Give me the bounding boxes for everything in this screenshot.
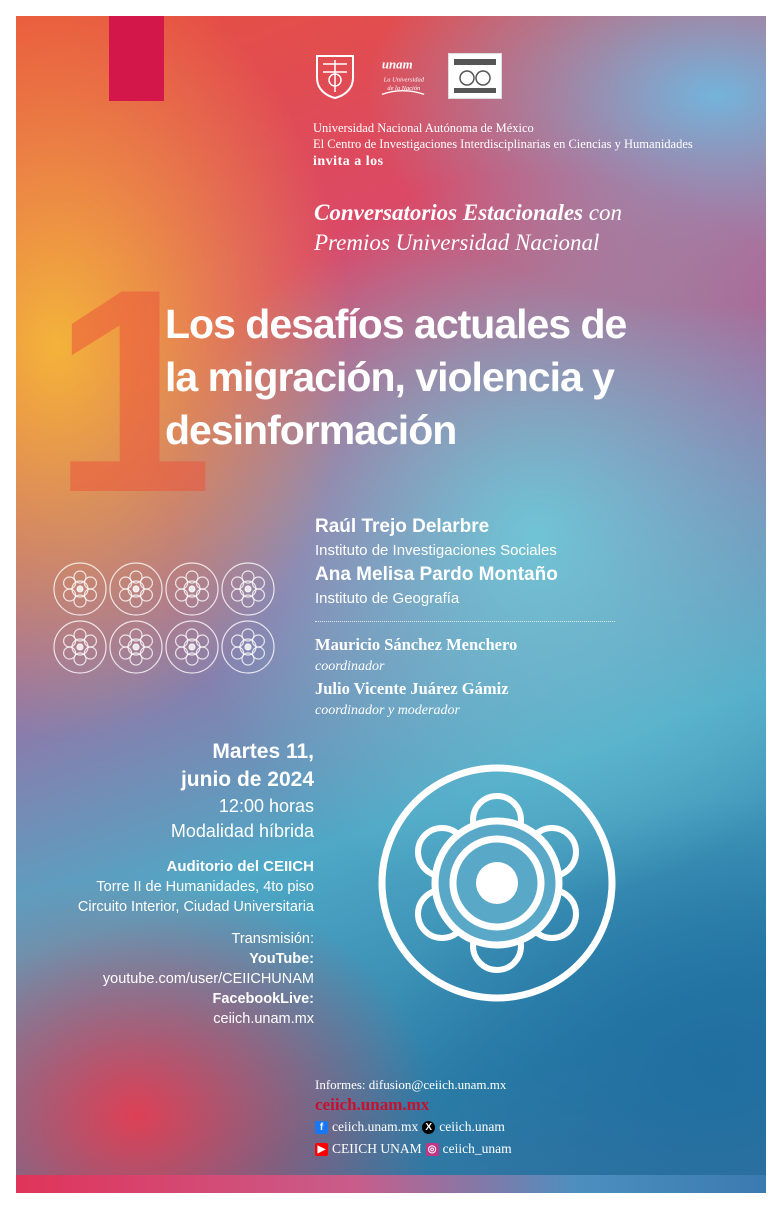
event-poster: [16, 16, 766, 1193]
unam-brand-text: unam: [381, 57, 413, 72]
small-flower-icon: [54, 621, 106, 673]
venue-name: Auditorio del CEIICH: [166, 858, 314, 875]
event-title: [165, 298, 725, 457]
small-flower-icon: [222, 563, 274, 615]
session-number: 1: [52, 229, 204, 553]
event-time: 12:00 horas: [218, 796, 314, 816]
venue-address: Circuito Interior, Ciudad Universitaria: [77, 899, 314, 915]
contact-block: [315, 1076, 512, 1160]
venue-address: Torre II de Humanidades, 4to piso: [96, 879, 314, 895]
social-row: [315, 1138, 512, 1160]
website-link[interactable]: ceiich.unam.mx: [315, 1095, 430, 1114]
small-flower-icon: [166, 563, 218, 615]
speaker-name: Raúl Trejo Delarbre: [315, 516, 490, 537]
title-line: la migración, violencia y: [165, 354, 614, 400]
small-flower-icon: [166, 621, 218, 673]
x-handle[interactable]: ceiich.unam: [439, 1119, 505, 1134]
unam-slogan-line1: La Universidad: [383, 76, 424, 84]
large-flower-emblem: [374, 760, 620, 1006]
speaker-institution: Instituto de Investigaciones Sociales: [315, 542, 557, 559]
coordinators-list: [315, 633, 517, 721]
social-row: [315, 1116, 512, 1138]
unam-seal-logo: [312, 52, 358, 100]
transmission-block: [78, 929, 314, 1029]
small-flower-pattern: [52, 561, 282, 679]
unam-slogan-line2: de la Nación: [387, 84, 421, 92]
instagram-handle[interactable]: ceiich_unam: [442, 1141, 512, 1156]
small-flower-icon: [110, 621, 162, 673]
speaker-name: Ana Melisa Pardo Montaño: [315, 564, 558, 585]
center-name: El Centro de Investigaciones Interdisciplinarias en Ciencias y Humanidades: [313, 137, 693, 151]
facebook-icon: f: [315, 1121, 328, 1134]
ceiich-logo: [448, 53, 502, 99]
title-line: Los desafíos actuales de: [165, 301, 627, 347]
invite-text: invita a los: [313, 154, 384, 169]
venue-block: [78, 856, 314, 917]
event-date-line: junio de 2024: [180, 768, 314, 791]
facebook-live-label: FacebookLive:: [212, 991, 314, 1007]
coordinator-role: coordinador: [315, 659, 385, 674]
facebook-live-link[interactable]: ceiich.unam.mx: [213, 1011, 314, 1027]
series-connector: con: [588, 200, 622, 225]
bottom-gradient-bar: [16, 1175, 766, 1193]
institution-header: [313, 120, 693, 170]
x-icon: X: [422, 1121, 435, 1134]
youtube-handle[interactable]: CEIICH UNAM: [332, 1141, 422, 1156]
dotted-divider: [315, 621, 615, 622]
red-accent-tab: [109, 16, 164, 101]
series-name: Conversatorios Estacionales: [314, 200, 584, 225]
small-flower-icon: [222, 621, 274, 673]
youtube-link[interactable]: youtube.com/user/CEIICHUNAM: [102, 971, 314, 987]
event-date-line: Martes 11,: [212, 740, 314, 763]
coordinator-name: Mauricio Sánchez Menchero: [315, 635, 518, 654]
event-mode: Modalidad híbrida: [170, 821, 314, 841]
logo-row: [312, 52, 502, 100]
transmission-label: Transmisión:: [231, 931, 314, 947]
facebook-handle[interactable]: ceiich.unam.mx: [332, 1119, 419, 1134]
informes-email[interactable]: Informes: difusion@ceiich.unam.mx: [315, 1077, 507, 1092]
series-subtitle: Premios Universidad Nacional: [314, 230, 600, 255]
title-line: desinformación: [165, 407, 457, 453]
youtube-icon: ▶: [315, 1143, 328, 1156]
small-flower-icon: [54, 563, 106, 615]
instagram-icon: ◎: [426, 1143, 439, 1156]
coordinator-role: coordinador y moderador: [315, 703, 460, 718]
series-title: [314, 198, 622, 258]
coordinator-name: Julio Vicente Juárez Gámiz: [315, 679, 509, 698]
youtube-label: YouTube:: [249, 951, 314, 967]
unam-slogan-logo: [380, 52, 426, 100]
small-flower-icon: [110, 563, 162, 615]
speakers-list: [315, 514, 615, 610]
event-info: [78, 738, 314, 1029]
university-name: Universidad Nacional Autónoma de México: [313, 121, 534, 135]
speaker-institution: Instituto de Geografía: [315, 590, 460, 607]
